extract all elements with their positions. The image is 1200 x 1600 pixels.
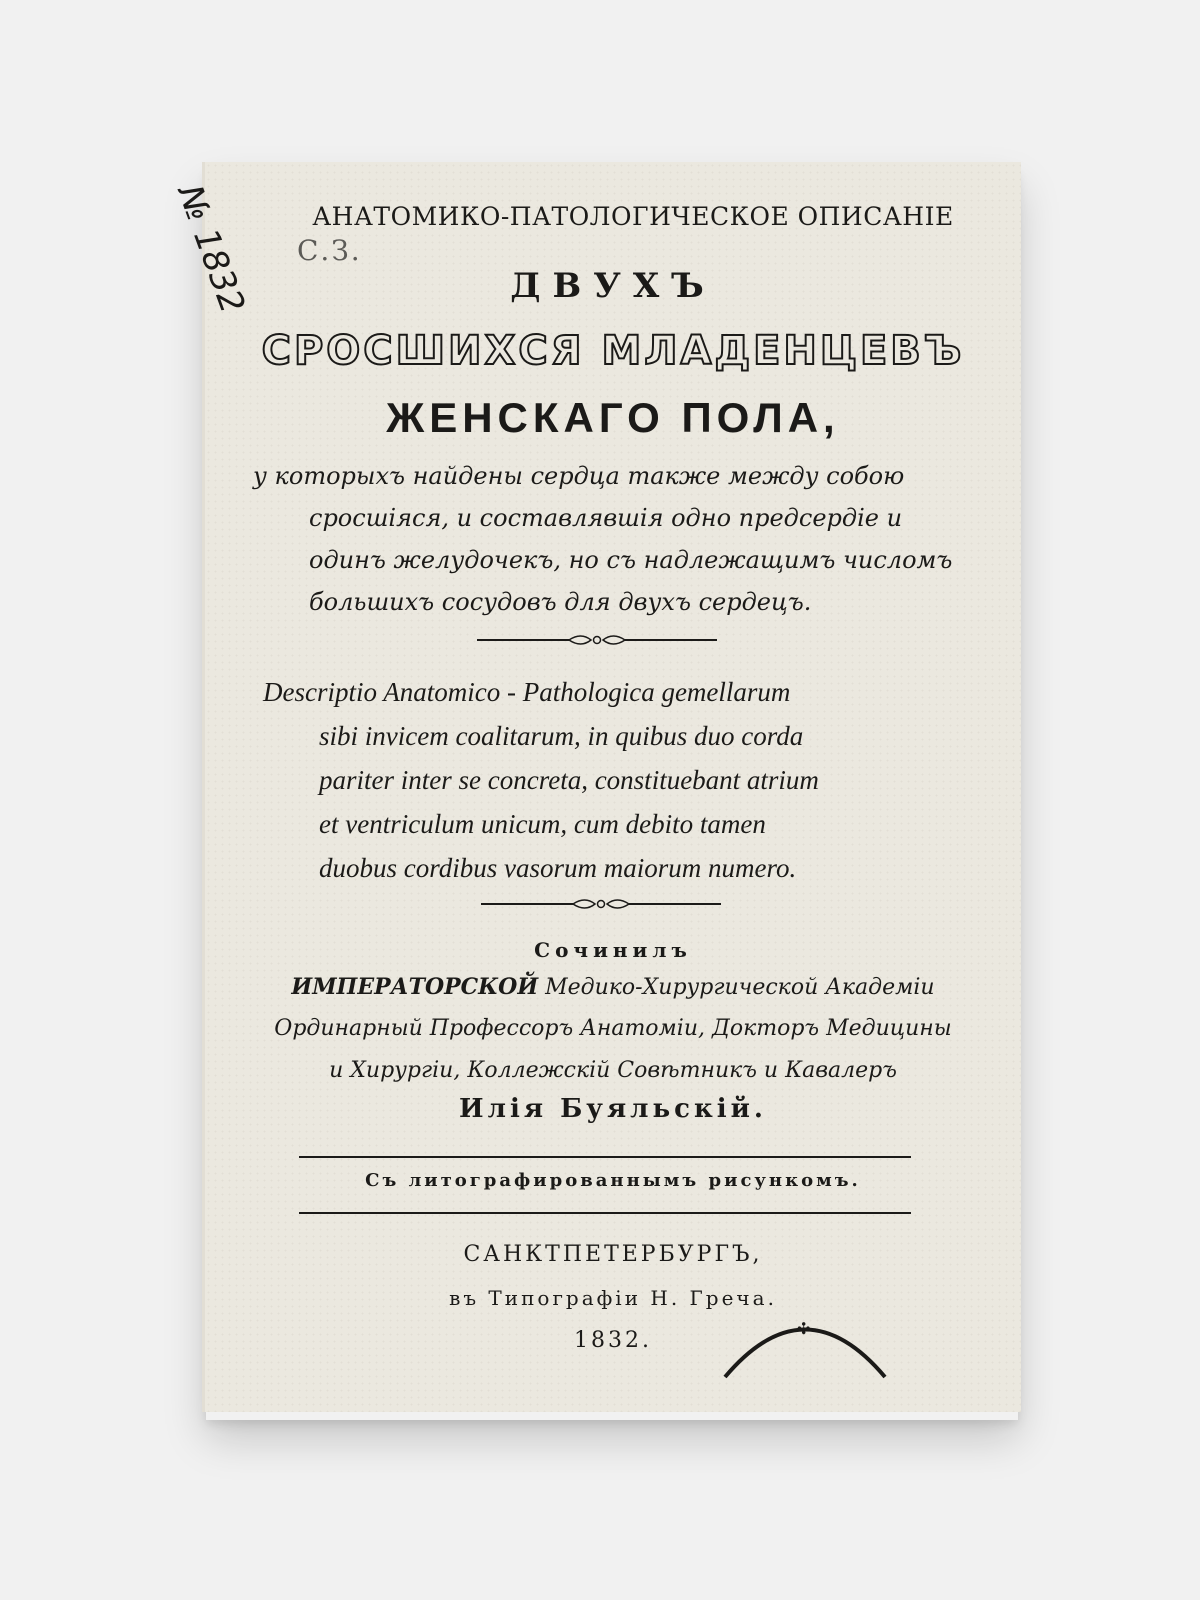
title-line-anatomo: АНАТОМИКО-ПАТОЛОГИЧЕСКОЕ ОПИСАНІЕ	[312, 202, 954, 231]
lithograph-note: Съ литографированнымъ рисункомъ.	[365, 1170, 861, 1191]
library-stamp: С.З.	[297, 234, 362, 267]
description-la-line: sibi invicem coalitarum, in quibus duo corda	[319, 721, 804, 751]
author-line-2: Ординарный Профессоръ Анатоміи, Докторъ Медицины	[274, 1016, 952, 1041]
round-stamp-icon	[715, 1302, 895, 1382]
description-la-line: pariter inter se concreta, constituebant atrium	[319, 765, 819, 795]
imprint-printer: въ Типографіи Н. Греча.	[449, 1286, 777, 1310]
rule-bottom	[299, 1212, 911, 1214]
author-line-1-rest: Медико-Хирургической Академіи	[538, 975, 935, 1000]
title-line-zhensk: ЖЕНСКАГО ПОЛА,	[386, 394, 840, 441]
description-ru-line: большихъ сосудовъ для двухъ сердецъ.	[309, 588, 812, 616]
ornament-divider-icon	[481, 894, 721, 914]
description-la-line: duobus cordibus vasorum maiorum numero.	[319, 853, 797, 883]
description-ru-line: одинъ желудочекъ, но съ надлежащимъ числомъ	[309, 546, 953, 574]
title-line-dvukh: ДВУХЪ	[510, 266, 716, 306]
imprint-year: 1832.	[574, 1328, 652, 1353]
svg-text:✣: ✣	[797, 1319, 811, 1338]
ornament-divider-icon	[477, 630, 717, 650]
composed-by: Сочинилъ	[534, 938, 692, 962]
description-la-line: Descriptio Anatomico - Pathologica gemellarum	[263, 677, 791, 707]
handwritten-catalog-number: № 1832	[169, 180, 253, 319]
imprint-city: САНКТПЕТЕРБУРГЪ,	[463, 1242, 763, 1267]
author-name: Илія Буяльскій.	[459, 1094, 767, 1124]
author-line-1	[205, 974, 1021, 1000]
title-page	[169, 162, 1021, 1412]
author-line-3: и Хирургіи, Коллежскій Совѣтникъ и Кавалеръ	[329, 1058, 897, 1083]
description-la-line: et ventriculum unicum, cum debito tamen	[319, 809, 766, 839]
author-line-1-bold: ИМПЕРАТОРСКОЙ	[291, 974, 539, 1000]
title-line-srossh: СРОСШИХСЯ МЛАДЕНЦЕВЪ	[261, 328, 965, 374]
description-ru-line: у которыхъ найдены сердца также между собою	[253, 462, 905, 490]
description-ru-line: сросшіяся, и составлявшія одно предсердіе и	[309, 504, 903, 532]
rule-top	[299, 1156, 911, 1158]
